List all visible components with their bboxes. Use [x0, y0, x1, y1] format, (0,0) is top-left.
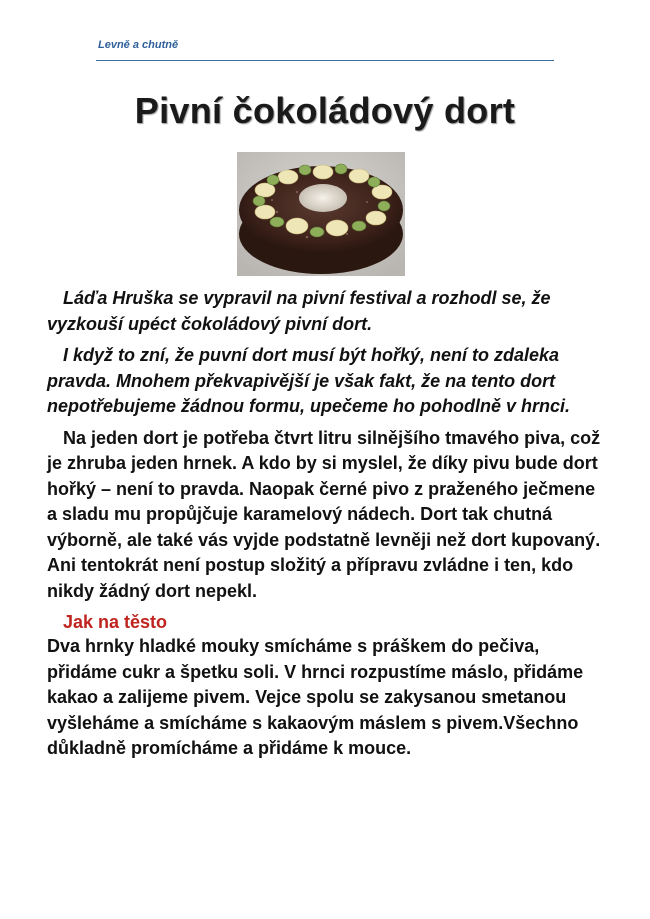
- section-heading: Jak na těsto: [63, 612, 168, 632]
- body-paragraph-1: Na jeden dort je potřeba čtvrt litru silnějšího tmavého piva, což je zhruba jeden hrnek. A kdo by si myslel, že díky pivu bude dort hořký – není to pravda. Naopak černé pivo z praženého ječmene a sladu mu propůjčuje karamelový nádech. Dort tak chutná výborně, ale také vás vyjde podstatně levněji než dort kupovaný. Ani tentokrát není postup složitý a přípravu zvládne i ten, kdo nikdy žádný dort nepekl.: [47, 427, 601, 601]
- running-header: [96, 36, 554, 61]
- intro-paragraph-1: Láďa Hruška se vypravil na pivní festival a rozhodl se, že vyzkouší upéct čokoládový pivní dort.: [47, 288, 551, 334]
- chocolate-cake-photo: [237, 152, 405, 276]
- page-title: Pivní čokoládový dort: [134, 90, 516, 131]
- intro-paragraph-2: I když to zní, že puvní dort musí být hořký, není to zdaleka pravda. Mnohem překvapivější je však fakt, že na tento dort nepotřebujeme žádnou formu, upečeme ho pohodlně v hrnci.: [47, 345, 571, 416]
- body-paragraph-2: Dva hrnky hladké mouky smícháme s práškem do pečiva, přidáme cukr a špetku soli. V hrnci rozpustíme máslo, přidáme kakao a zalijeme pivem. Vejce spolu se zakysanou smetanou vyšleháme a smícháme s kakaovým máslem s pivem.Všechno důkladně promícháme a přidáme k mouce.: [47, 636, 584, 758]
- header-text: Levně a chutně: [98, 39, 179, 51]
- article-body: [47, 286, 607, 768]
